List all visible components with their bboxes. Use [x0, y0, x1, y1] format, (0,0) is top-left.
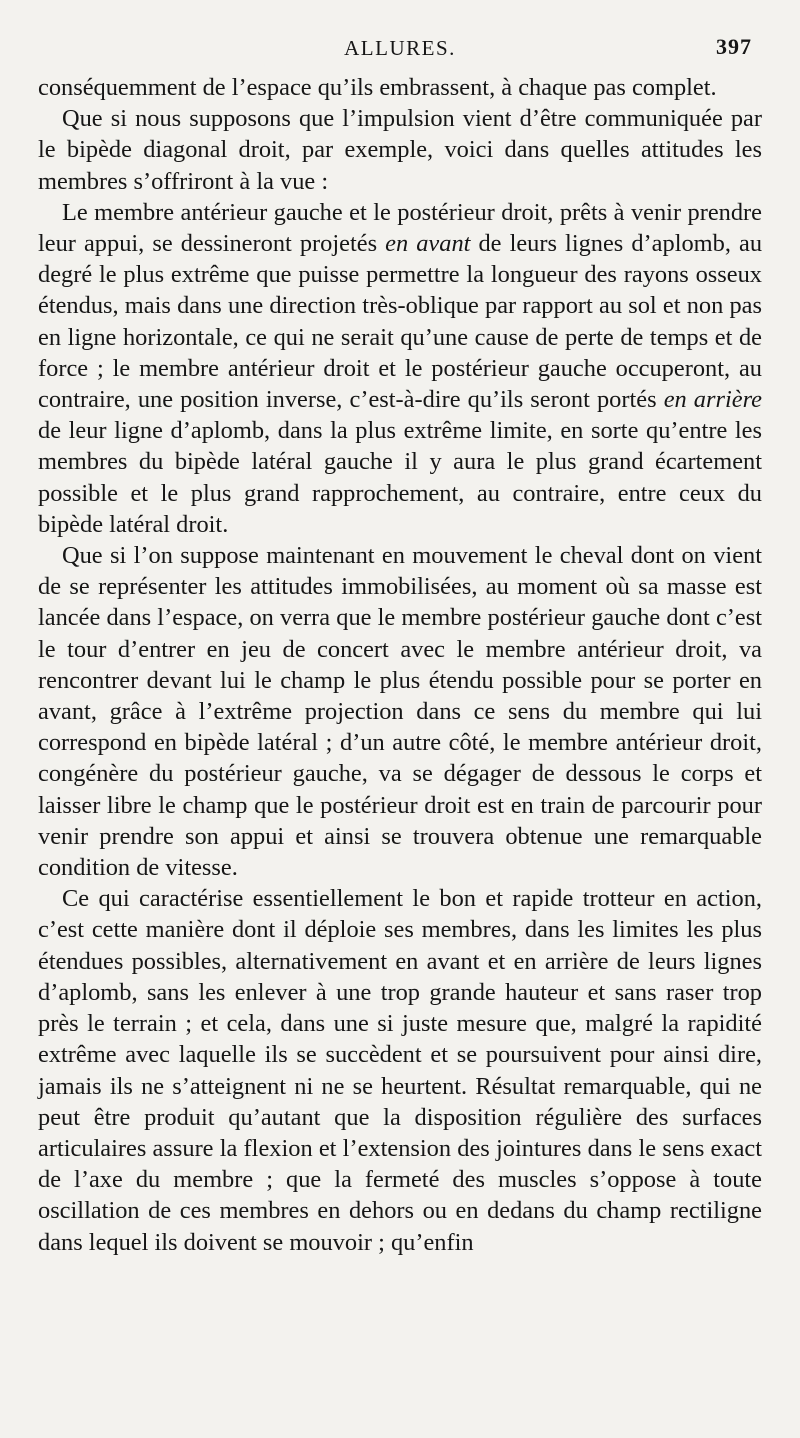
paragraph-2: [38, 103, 762, 197]
running-title: ALLURES.: [344, 36, 456, 60]
paragraph-3-text-a: Le membre antérieur gauche et le postérieur droit, prêts à venir prendre leur appui, se dessineront projetés: [38, 198, 762, 258]
running-head: [38, 28, 762, 68]
paragraph-3-text-c: de leur ligne d’aplomb, dans la plus extrême limite, en sorte qu’entre les membres du bipède latéral gauche il y aura le plus grand écartement possible et le plus grand rapprochement, au contraire, entre ceux du bipède latéral droit.: [38, 417, 762, 538]
paragraph-1-text: conséquemment de l’espace qu’ils embrassent, à chaque pas complet.: [38, 74, 717, 101]
paragraph-4: [38, 540, 762, 883]
paragraph-3-text-b: de leurs lignes d’aplomb, au degré le plus extrême que puisse permettre la longueur des rayons osseux étendus, mais dans une direction très-oblique par rapport au sol et non pas en ligne horizontale, ce qui ne serait qu’une cause de perte de temps et de force ; le membre antérieur droit et le postérieur gauche occuperont, au contraire, une position inverse, c’est-à-dire qu’ils seront portés: [38, 230, 763, 414]
paragraph-5: [38, 883, 762, 1257]
paragraph-3-italic-en-avant: en avant: [385, 230, 471, 258]
paragraph-2-text: Que si nous supposons que l’impulsion vient d’être communiquée par le bipède diagonal droit, par exemple, voici dans quelles attitudes les membres s’offriront à la vue :: [38, 105, 762, 195]
paragraph-3: [38, 197, 762, 540]
page-number: 397: [716, 34, 752, 59]
paragraph-4-text: Que si l’on suppose maintenant en mouvement le cheval dont on vient de se représenter les attitudes immobilisées, au moment où sa masse est lancée dans l’espace, on verra que le membre postérieur gauche dont c’est le tour d’entrer en jeu de concert avec le membre antérieur droit, va rencontrer devant lui le champ le plus étendu possible pour se porter en avant, grâce à l’extrême projection dans ce sens du membre qui lui correspond en bipède latéral ; d’un autre côté, le membre antérieur droit, congénère du postérieur gauche, va se dégager de dessous le corps et laisser libre le champ que le postérieur droit est en train de parcourir pour venir prendre son appui et ainsi se trouvera obtenue une remarquable condition de vitesse.: [38, 542, 762, 882]
paragraph-5-text: Ce qui caractérise essentiellement le bon et rapide trotteur en action, c’est cette manière dont il déploie ses membres, dans les limites les plus étendues possibles, alternativement en avant et en arrière de leurs lignes d’aplomb, sans les enlever à une trop grande hauteur et sans raser trop près le terrain ; et cela, dans une si juste mesure que, malgré la rapidité extrême avec laquelle ils se succèdent et se poursuivent pour ainsi dire, jamais ils ne s’atteignent ni ne se heurtent. Résultat remarquable, qui ne peut être produit qu’autant que la disposition régulière des surfaces articulaires assure la flexion et l’extension des jointures dans le sens exact de l’axe du membre ; que la fermeté des muscles s’oppose à toute oscillation de ces membres en dehors ou en dedans du champ rectiligne dans lequel ils doivent se mouvoir ; qu’enfin: [38, 885, 762, 1256]
paragraph-1: [38, 72, 762, 103]
paragraph-3-italic-en-arriere: en arrière: [663, 386, 762, 414]
body-text: [38, 72, 762, 1258]
